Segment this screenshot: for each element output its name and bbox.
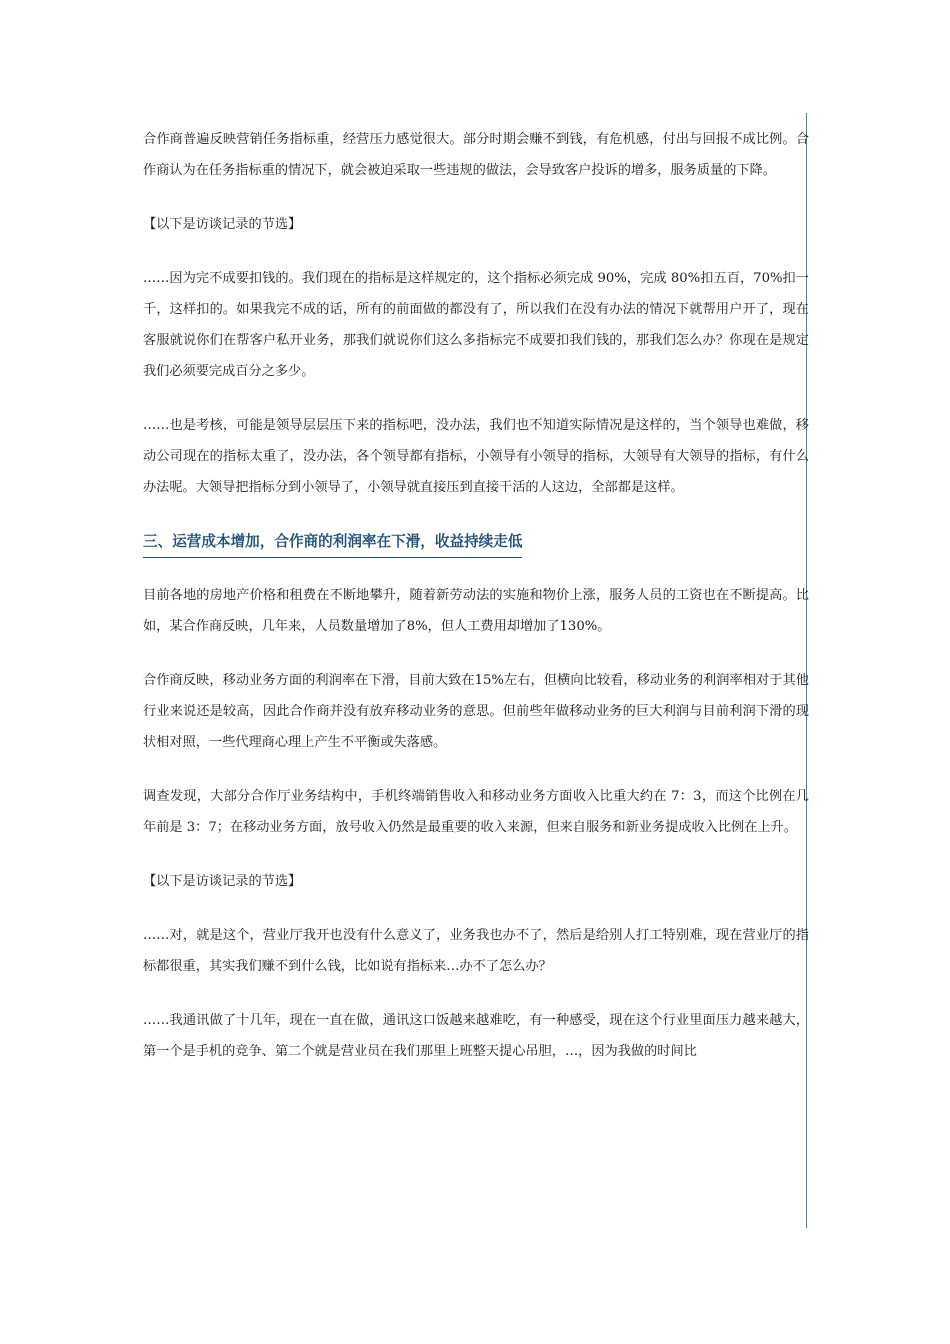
interview-excerpt-label: 【以下是访谈记录的节选】 bbox=[143, 217, 302, 232]
interview-excerpt-label-2: 【以下是访谈记录的节选】 bbox=[143, 874, 302, 889]
paragraph-cost: 目前各地的房地产价格和租费在不断地攀升，随着新劳动法的实施和物价上涨，服务人员的工资也在不断提高。比如，某合作商反映，几年来，人员数量增加了8%，但人工费用却增加了130%。 bbox=[143, 588, 809, 634]
interview-quote-2: ……也是考核，可能是领导层层压下来的指标吧，没办法，我们也不知道实际情况是这样的，当个领导也难做，移动公司现在的指标太重了，没办法，各个领导都有指标，小领导有小领导的指标，大领导有大领导的指标，有什么办法呢。大领导把指标分到小领导了，小领导就直接压到直接干活的人这边，全部都是这样。 bbox=[143, 418, 809, 495]
interview-quote-1: ……因为完不成要扣钱的。我们现在的指标是这样规定的，这个指标必须完成 90%，完成 80%扣五百，70%扣一千，这样扣的。如果我完不成的话，所有的前面做的都没有了，所以我们在没有办法的情况下就帮用户开了，现在客服就说你们在帮客户私开业务，那我们就说你们这么多指标完不成要扣我们钱的，那我们怎么办？你现在是规定我们必须要完成百分之多少。 bbox=[143, 271, 809, 379]
paragraph-structure: 调查发现，大部分合作厅业务结构中，手机终端销售收入和移动业务方面收入比重大约在 7：3，而这个比例在几年前是 3：7；在移动业务方面，放号收入仍然是最重要的收入来源，但来自服务和新业务提成收入比例在上升。 bbox=[143, 789, 809, 835]
interview-quote-4: ……我通讯做了十几年，现在一直在做，通讯这口饭越来越难吃，有一种感受，现在这个行业里面压力越来越大，第一个是手机的竞争、第二个就是营业员在我们那里上班整天提心吊胆，…，因为我做的时间比 bbox=[143, 1013, 809, 1059]
section-heading: 三、运营成本增加，合作商的利润率在下滑，收益持续走低 bbox=[143, 526, 522, 558]
document-body bbox=[143, 124, 809, 1067]
paragraph-1: 合作商普遍反映营销任务指标重，经营压力感觉很大。部分时期会赚不到钱，有危机感，付出与回报不成比例。合作商认为在任务指标重的情况下，就会被迫采取一些违规的做法，会导致客户投诉的增多，服务质量的下降。 bbox=[143, 132, 809, 178]
interview-quote-3: ……对，就是这个，营业厅我开也没有什么意义了，业务我也办不了，然后是给别人打工特别难，现在营业厅的指标都很重，其实我们赚不到什么钱，比如说有指标来…办不了怎么办？ bbox=[143, 928, 809, 974]
paragraph-profit: 合作商反映，移动业务方面的利润率在下滑，目前大致在15%左右，但横向比较看，移动业务的利润率相对于其他行业来说还是较高，因此合作商并没有放弃移动业务的意思。但前些年做移动业务的巨大利润与目前利润下滑的现状相对照，一些代理商心理上产生不平衡或失落感。 bbox=[143, 673, 809, 750]
